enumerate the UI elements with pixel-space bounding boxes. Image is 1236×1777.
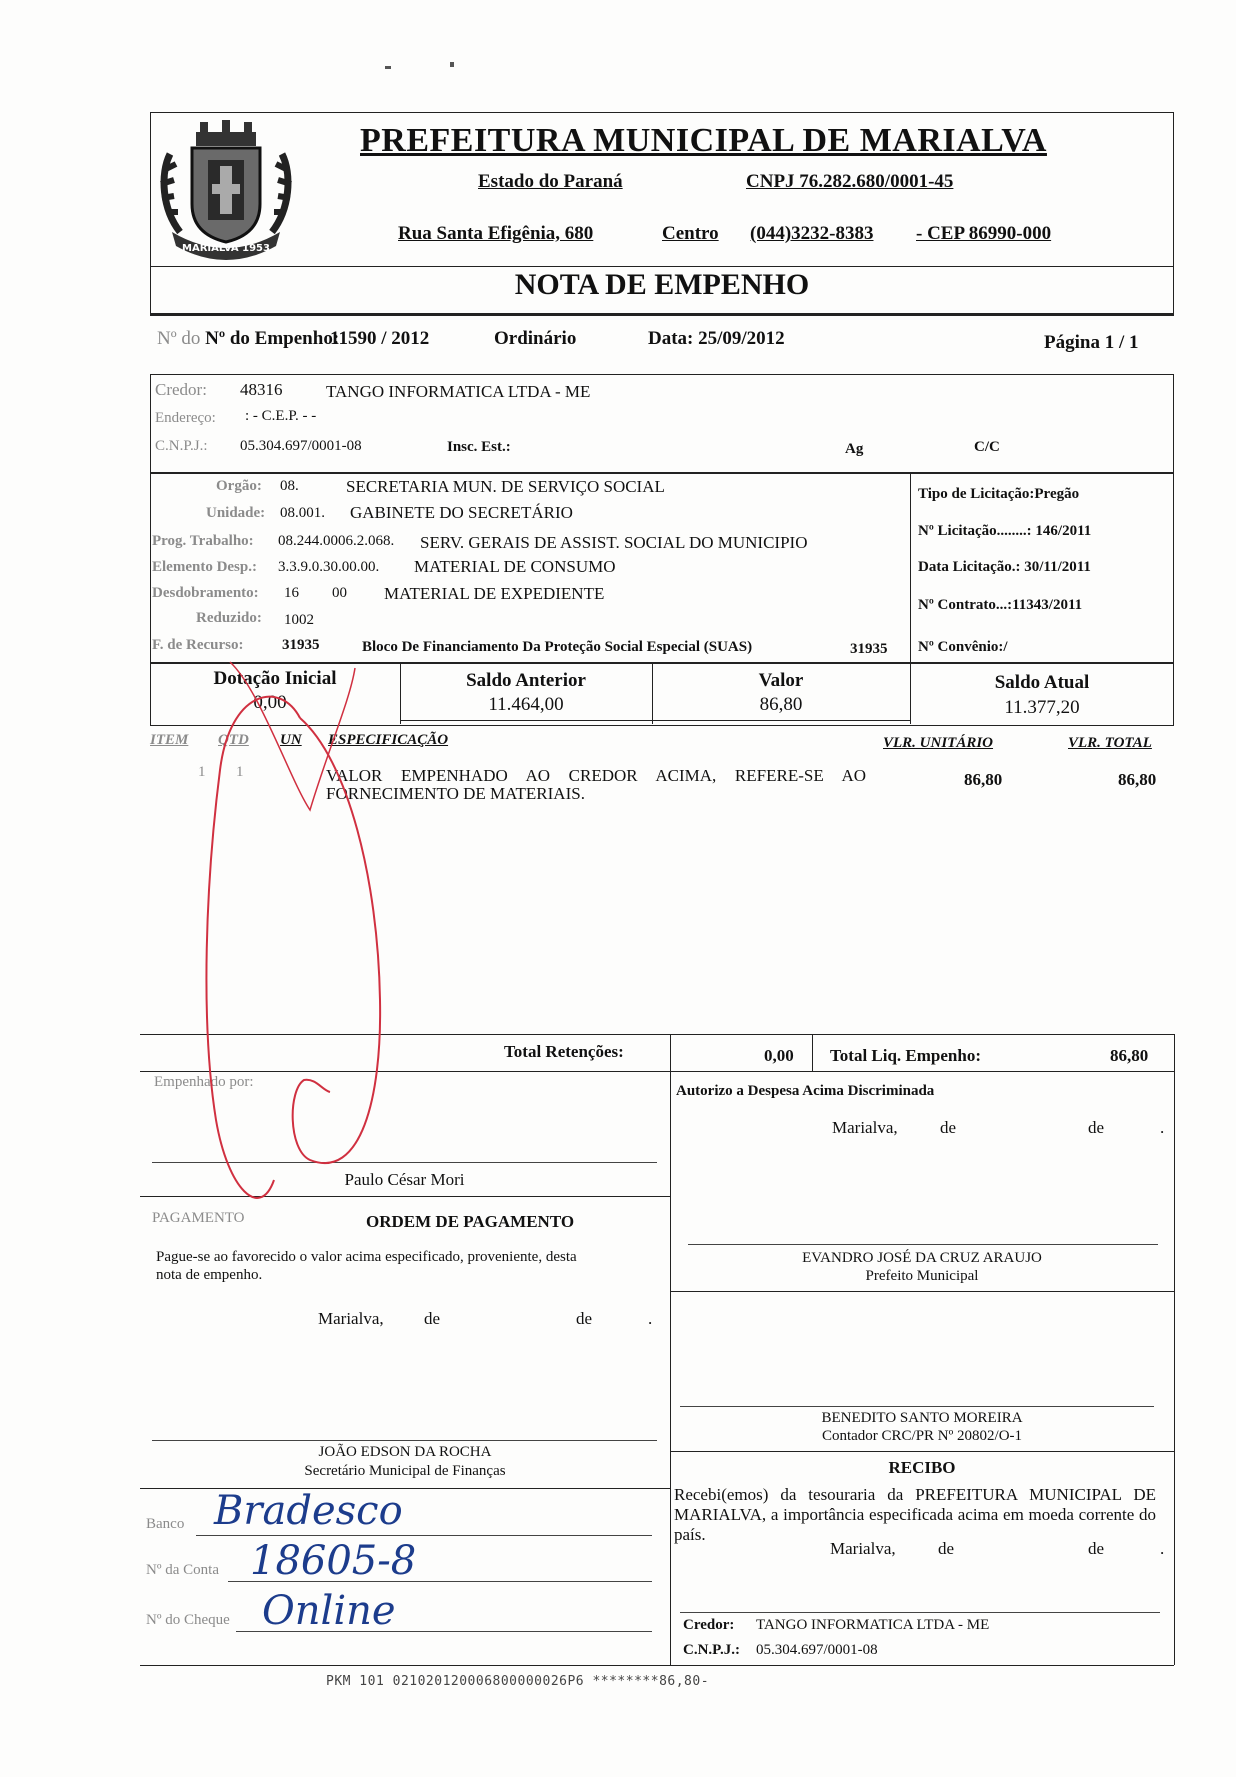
orgao-label: Orgão: bbox=[216, 478, 262, 494]
col-valor-unitario: VLR. UNITÁRIO bbox=[883, 735, 994, 751]
neighborhood: Centro bbox=[662, 223, 719, 244]
page-number: Página 1 / 1 bbox=[1044, 332, 1139, 353]
saldo-anterior-label: Saldo Anterior bbox=[466, 670, 586, 691]
desdobramento-label: Desdobramento: bbox=[152, 585, 259, 601]
credor-name: TANGO INFORMATICA LTDA - ME bbox=[326, 382, 591, 401]
recibo-title: RECIBO bbox=[888, 1458, 956, 1477]
scan-speck bbox=[450, 62, 454, 67]
secretario-role: Secretário Municipal de Finanças bbox=[304, 1463, 506, 1479]
phone-number: (044)3232-8383 bbox=[750, 223, 874, 244]
item-number: 1 bbox=[198, 764, 206, 780]
agencia-label: Ag bbox=[845, 441, 864, 457]
empenho-type: Ordinário bbox=[494, 328, 577, 349]
item-total-value: 86,80 bbox=[1118, 770, 1157, 789]
recibo-credor-value: TANGO INFORMATICA LTDA - ME bbox=[756, 1617, 990, 1633]
desdobramento-code1: 16 bbox=[284, 585, 299, 601]
prog-trabalho-code: 08.244.0006.2.068. bbox=[278, 533, 395, 549]
prog-trabalho-label: Prog. Trabalho: bbox=[152, 533, 254, 549]
pagamento-de-1: de bbox=[424, 1309, 441, 1328]
empenho-date: Data: 25/09/2012 bbox=[648, 328, 785, 349]
numero-convenio: Nº Convênio:/ bbox=[918, 639, 1008, 655]
contador-name: BENEDITO SANTO MOREIRA bbox=[821, 1410, 1023, 1426]
col-item: ITEM bbox=[150, 732, 189, 748]
elemento-desc: MATERIAL DE CONSUMO bbox=[414, 557, 616, 576]
conta-label: Nº da Conta bbox=[146, 1562, 219, 1578]
numero-contrato: Nº Contrato...:11343/2011 bbox=[918, 597, 1083, 613]
secretario-signature-line bbox=[152, 1440, 657, 1441]
valor-label: Valor bbox=[758, 670, 804, 691]
totals-divider bbox=[812, 1034, 813, 1072]
elemento-label: Elemento Desp.: bbox=[152, 559, 257, 575]
endereco-label: Endereço: bbox=[155, 410, 216, 426]
autorizo-city: Marialva, bbox=[832, 1118, 898, 1137]
empenhado-por-label: Empenhado por: bbox=[154, 1074, 254, 1090]
unidade-desc: GABINETE DO SECRETÁRIO bbox=[350, 503, 573, 522]
pagamento-city: Marialva, bbox=[318, 1309, 384, 1328]
credor-label: Credor: bbox=[155, 380, 207, 399]
state-name: Estado do Paraná bbox=[478, 171, 623, 192]
autorizo-period: . bbox=[1160, 1118, 1165, 1137]
header-divider bbox=[150, 266, 1174, 267]
col-un: UN bbox=[280, 732, 302, 748]
reduzido-value: 1002 bbox=[284, 612, 314, 628]
unidade-code: 08.001. bbox=[280, 505, 325, 521]
recibo-cnpj-value: 05.304.697/0001-08 bbox=[756, 1642, 878, 1658]
recibo-text: Recebi(emos) da tesouraria da PREFEITURA MUNICIPAL DE MARIALVA, a importância especificada acima em moeda corrente do país. bbox=[674, 1485, 1156, 1544]
recibo-city: Marialva, bbox=[830, 1539, 896, 1558]
totals-right-edge bbox=[1174, 1034, 1175, 1072]
total-retencoes-value: 0,00 bbox=[764, 1046, 794, 1065]
credor-cnpj: 05.304.697/0001-08 bbox=[240, 438, 362, 454]
prog-trabalho-desc: SERV. GERAIS DE ASSIST. SOCIAL DO MUNICIPIO bbox=[420, 533, 808, 552]
autorizo-title: Autorizo a Despesa Acima Discriminada bbox=[676, 1083, 935, 1099]
document-title: NOTA DE EMPENHO bbox=[514, 268, 810, 301]
municipality-title: PREFEITURA MUNICIPAL DE MARIALVA bbox=[360, 122, 1047, 159]
item-unit-value: 86,80 bbox=[964, 770, 1003, 789]
tipo-licitacao: Tipo de Licitação:Pregão bbox=[918, 486, 1080, 502]
insc-est-label: Insc. Est.: bbox=[447, 439, 511, 455]
pagamento-label: PAGAMENTO bbox=[152, 1210, 245, 1226]
recibo-credor-label: Credor: bbox=[683, 1617, 735, 1633]
autorizo-de-2: de bbox=[1088, 1118, 1105, 1137]
red-signature-mark bbox=[120, 660, 460, 1220]
prefeito-role: Prefeito Municipal bbox=[865, 1268, 979, 1284]
scan-speck bbox=[385, 66, 391, 69]
prefeito-name: EVANDRO JOSÉ DA CRUZ ARAUJO bbox=[802, 1250, 1042, 1266]
secretario-name: JOÃO EDSON DA ROCHA bbox=[318, 1444, 492, 1460]
reduzido-label: Reduzido: bbox=[196, 610, 262, 626]
total-retencoes-label: Total Retenções: bbox=[504, 1042, 624, 1061]
ordem-pagamento-title: ORDEM DE PAGAMENTO bbox=[366, 1212, 575, 1231]
desdobramento-code2: 00 bbox=[332, 585, 347, 601]
conta-handwritten: 18605-8 bbox=[250, 1538, 417, 1584]
endereco-value: : - C.E.P. - - bbox=[245, 408, 317, 424]
saldo-inner-rule bbox=[400, 720, 910, 721]
cheque-label: Nº do Cheque bbox=[146, 1612, 230, 1628]
col-valor-total: VLR. TOTAL bbox=[1068, 735, 1152, 751]
recibo-signature-line bbox=[680, 1612, 1160, 1613]
saldo-atual-value: 11.377,20 bbox=[1004, 697, 1080, 718]
cnpj-label: C.N.P.J.: bbox=[155, 438, 208, 454]
data-licitacao: Data Licitação.: 30/11/2011 bbox=[918, 559, 1091, 575]
saldo-atual-label: Saldo Atual bbox=[994, 672, 1090, 693]
dotacao-label: Dotação Inicial bbox=[213, 668, 337, 689]
pagamento-text-line2: nota de empenho. bbox=[156, 1267, 263, 1283]
recibo-cnpj-label: C.N.P.J.: bbox=[683, 1642, 740, 1658]
dotacao-value: 0,00 bbox=[253, 692, 287, 713]
recurso-desc: Bloco De Financiamento Da Proteção Social Especial (SUAS) bbox=[362, 639, 753, 655]
prefeito-signature-line bbox=[688, 1244, 1158, 1245]
item-description-line1: VALOR EMPENHADO AO CREDOR ACIMA, REFERE-SE AO bbox=[326, 766, 866, 785]
credor-code: 48316 bbox=[240, 380, 283, 399]
orgao-desc: SECRETARIA MUN. DE SERVIÇO SOCIAL bbox=[346, 477, 665, 496]
empenho-label: Nº do Nº do Empenho: bbox=[157, 328, 340, 349]
lower-center-divider bbox=[670, 1071, 671, 1665]
banco-field-line bbox=[196, 1535, 652, 1536]
lower-bottom-rule bbox=[140, 1665, 1174, 1666]
svg-text:MARIALVA 1953: MARIALVA 1953 bbox=[182, 243, 270, 254]
recibo-de-1: de bbox=[938, 1539, 955, 1558]
empenhado-name: Paulo César Mori bbox=[344, 1170, 465, 1189]
unidade-label: Unidade: bbox=[206, 505, 266, 521]
conta-corrente-label: C/C bbox=[974, 439, 1000, 455]
empenho-label-text: Nº do Empenho: bbox=[205, 328, 340, 349]
orcamento-divider bbox=[910, 472, 911, 664]
recibo-top-rule bbox=[670, 1451, 1174, 1452]
pagamento-de-2: de bbox=[576, 1309, 593, 1328]
total-liquido-value: 86,80 bbox=[1110, 1046, 1149, 1065]
marialva-coat-of-arms-icon bbox=[150, 114, 302, 264]
recibo-de-2: de bbox=[1088, 1539, 1105, 1558]
col-especificacao: ESPECIFICAÇÃO bbox=[328, 732, 449, 748]
recurso-code: 31935 bbox=[282, 637, 320, 653]
street-address: Rua Santa Efigênia, 680 bbox=[398, 223, 594, 244]
col-qtd: QTD bbox=[218, 732, 249, 748]
banco-handwritten: Bradesco bbox=[214, 1488, 403, 1534]
numero-licitacao: Nº Licitação........: 146/2011 bbox=[918, 523, 1092, 539]
orgao-code: 08. bbox=[280, 478, 299, 494]
cheque-handwritten: Online bbox=[262, 1588, 396, 1634]
banco-label: Banco bbox=[146, 1516, 185, 1532]
valor-value: 86,80 bbox=[759, 694, 803, 715]
item-description-line2: FORNECIMENTO DE MATERIAIS. bbox=[326, 784, 585, 803]
elemento-code: 3.3.9.0.30.00.00. bbox=[278, 559, 380, 575]
pagamento-period: . bbox=[648, 1309, 653, 1328]
recurso-label: F. de Recurso: bbox=[152, 637, 244, 653]
title-bottom-rule bbox=[150, 313, 1174, 316]
recurso-code-2: 31935 bbox=[850, 641, 888, 657]
totals-divider bbox=[670, 1034, 671, 1072]
contador-top-rule bbox=[670, 1291, 1174, 1292]
pagamento-text-line1: Pague-se ao favorecido o valor acima especificado, proveniente, desta bbox=[156, 1249, 577, 1265]
item-quantity: 1 bbox=[236, 764, 244, 780]
footer-micr-code: PKM 101 021020120006800000026P6 ********86,80- bbox=[326, 1674, 710, 1689]
municipality-cnpj: CNPJ 76.282.680/0001-45 bbox=[746, 171, 954, 192]
lower-right-edge bbox=[1174, 1071, 1175, 1665]
autorizo-de-1: de bbox=[940, 1118, 957, 1137]
cep: - CEP 86990-000 bbox=[916, 223, 1052, 244]
total-liquido-label: Total Liq. Empenho: bbox=[830, 1046, 981, 1065]
contador-role: Contador CRC/PR Nº 20802/O-1 bbox=[821, 1428, 1023, 1444]
desdobramento-desc: MATERIAL DE EXPEDIENTE bbox=[384, 584, 605, 603]
recibo-period: . bbox=[1160, 1539, 1165, 1558]
empenho-number: 11590 / 2012 bbox=[330, 328, 430, 349]
saldo-anterior-value: 11.464,00 bbox=[488, 694, 564, 715]
contador-signature-line bbox=[680, 1406, 1154, 1407]
